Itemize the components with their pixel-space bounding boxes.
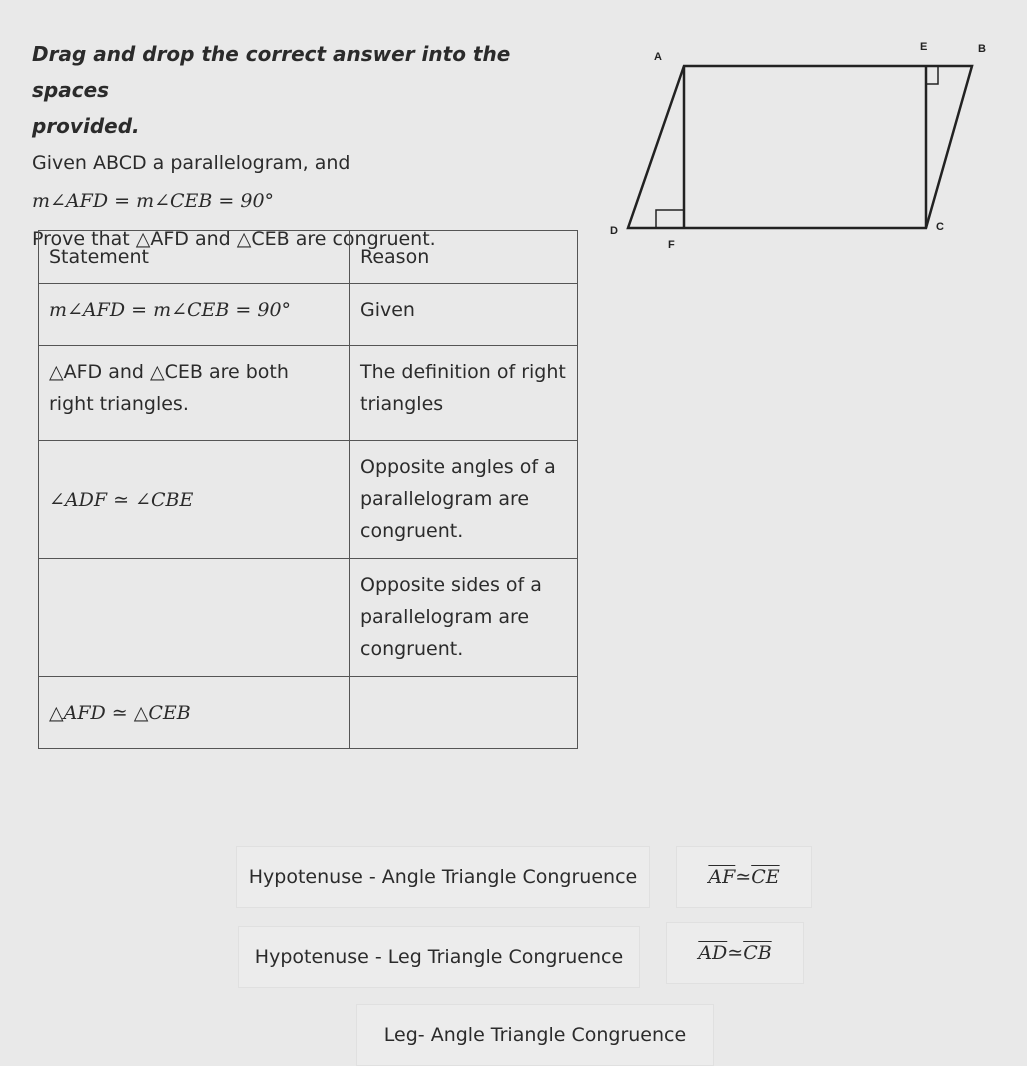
instruction-line-1: Drag and drop the correct answer into the spaces (32, 42, 511, 102)
header-reason: Reason (350, 231, 578, 284)
table-row (39, 284, 578, 346)
table-header-row (39, 231, 578, 284)
table-row (39, 441, 578, 559)
choice-ad-congruent-cb[interactable] (666, 922, 804, 984)
segment-ce: $\overline{CE}$ (751, 866, 780, 888)
label-d: D (610, 225, 618, 237)
table-row (39, 346, 578, 441)
label-f: F (668, 239, 675, 251)
given-line: Given ABCD a parallelogram, and (32, 152, 351, 174)
segment-cb: $\overline{CB}$ (743, 942, 772, 964)
choice-hypotenuse-leg[interactable] (238, 926, 640, 988)
statement-cell: ∠ADF ≃ ∠CBE (39, 441, 350, 559)
reason-cell: Opposite sides of a parallelogram are congruent. (350, 559, 578, 677)
reason-cell: The definition of right triangles (350, 346, 578, 441)
given-angles: m∠AFD = m∠CEB = 90° (32, 190, 275, 212)
label-b: B (978, 43, 986, 55)
choice-label: Hypotenuse - Leg Triangle Congruence (254, 946, 624, 968)
table-row (39, 559, 578, 677)
label-a: A (654, 51, 662, 63)
instruction-line-2: provided. (32, 114, 140, 138)
segment-ad: $\overline{AD}$ (698, 942, 728, 964)
right-angle-f (656, 210, 684, 228)
prove-line: Prove that △AFD and △CEB are congruent. (32, 228, 436, 250)
choice-hypotenuse-angle[interactable] (236, 846, 650, 908)
reason-cell: Given (350, 284, 578, 346)
choice-label: Hypotenuse - Angle Triangle Congruence (248, 866, 638, 888)
parallelogram-figure (600, 38, 1010, 268)
drop-zone-reason[interactable] (350, 677, 578, 749)
right-angle-e (926, 66, 938, 84)
congruent-symbol: ≃ (735, 866, 752, 888)
label-c: C (936, 221, 944, 233)
congruent-symbol: ≃ (727, 942, 744, 964)
problem-prompt (32, 36, 592, 258)
drop-zone-statement[interactable] (39, 559, 350, 677)
proof-table (38, 230, 578, 749)
label-e: E (920, 41, 928, 53)
choice-leg-angle[interactable] (356, 1004, 714, 1066)
table-row (39, 677, 578, 749)
reason-cell: Opposite angles of a parallelogram are congruent. (350, 441, 578, 559)
parallelogram-abcd (628, 66, 972, 228)
statement-cell: △AFD ≃ △CEB (39, 677, 350, 749)
statement-cell: m∠AFD = m∠CEB = 90° (39, 284, 350, 346)
header-statement: Statement (39, 231, 350, 284)
choice-label: Leg- Angle Triangle Congruence (383, 1024, 687, 1046)
choice-af-congruent-ce[interactable] (676, 846, 812, 908)
segment-af: $\overline{AF}$ (708, 866, 736, 888)
statement-cell: △AFD and △CEB are both right triangles. (39, 346, 350, 441)
